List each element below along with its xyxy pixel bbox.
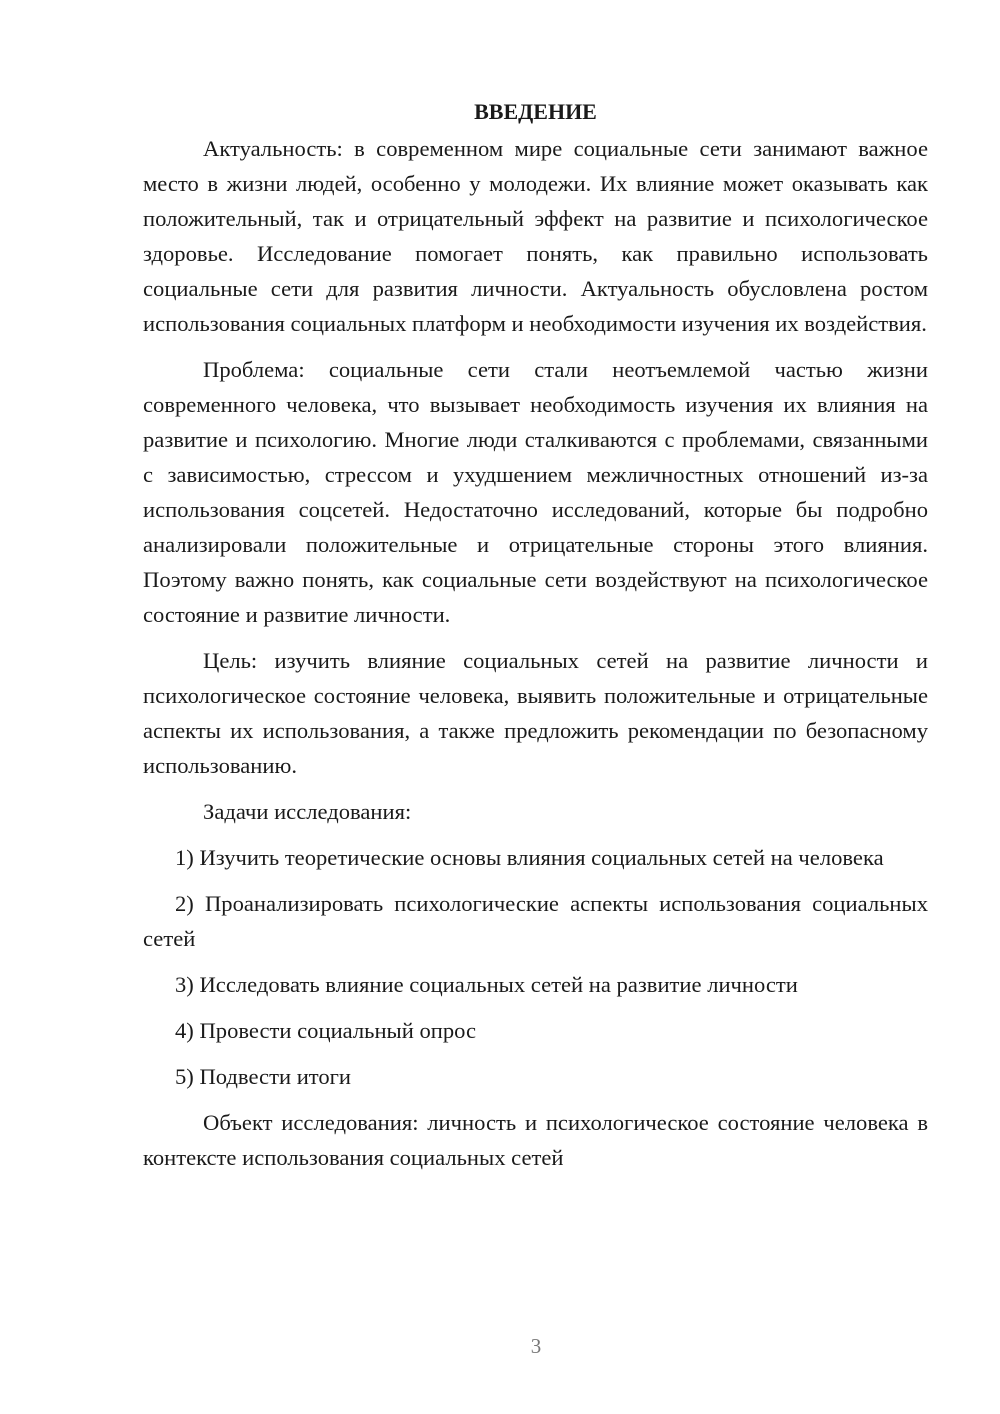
task-item: 3) Исследовать влияние социальных сетей на развитие личности [175, 972, 798, 997]
task-item: 4) Провести социальный опрос [175, 1018, 477, 1043]
tasks-heading: Задачи исследования: [203, 799, 412, 824]
task-item: 2) Проанализировать психологические аспекты использования социальных сетей [143, 891, 928, 951]
paragraph-problem: Проблема: социальные сети стали неотъемлемой частью жизни современного человека, что вызывает необходимость изучения их влияния на развитие и психологию. Многие люди сталкиваются с проблемами, связанными с зависимостью, стрессом и ухудшением межличностных отношений из-за использования соцсетей. Недостаточно исследований, которые бы подробно анализировали положительные и отрицательные стороны этого влияния. Поэтому важно понять, как социальные сети воздействуют на психологическое состояние и развитие личности. [143, 357, 928, 627]
paragraph-goal: Цель: изучить влияние социальных сетей на развитие личности и психологическое состояние человека, выявить положительные и отрицательные аспекты их использования, а также предложить рекомендации по безопасному использованию. [143, 648, 928, 778]
paragraph-object: Объект исследования: личность и психологическое состояние человека в контексте использования социальных сетей [143, 1110, 928, 1170]
paragraph-relevance: Актуальность: в современном мире социальные сети занимают важное место в жизни людей, особенно у молодежи. Их влияние может оказывать как положительный, так и отрицательный эффект на развитие и психологическое здоровье. Исследование помогает понять, как правильно использовать социальные сети для развития личности. Актуальность обусловлена ростом использования социальных платформ и необходимости изучения их воздействия. [143, 136, 928, 336]
task-item: 5) Подвести итоги [175, 1064, 352, 1089]
page-title: ВВЕДЕНИЕ [474, 99, 597, 124]
task-item: 1) Изучить теоретические основы влияния социальных сетей на человека [175, 845, 884, 870]
page-content [143, 93, 928, 1186]
page-number: 3 [530, 1334, 542, 1358]
